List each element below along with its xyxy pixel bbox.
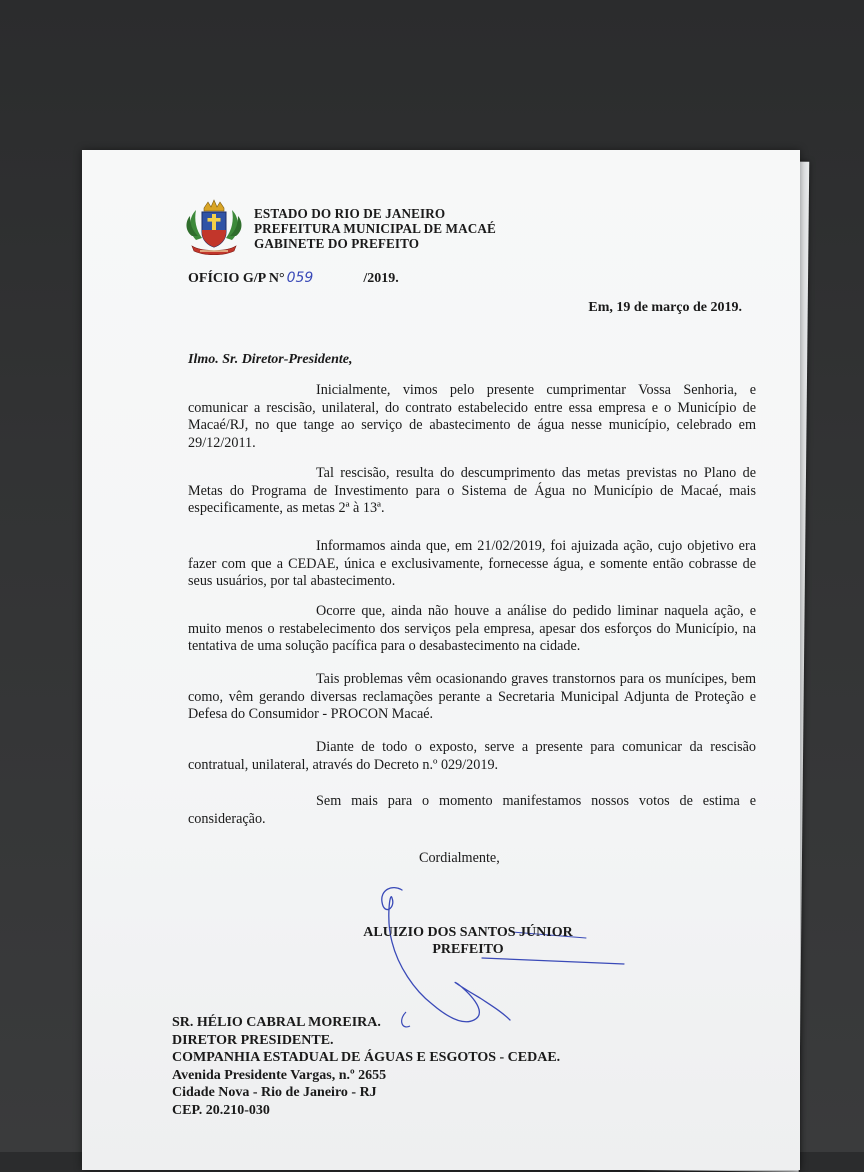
letterhead-prefecture: PREFEITURA MUNICIPAL DE MACAÉ	[254, 221, 496, 236]
paragraph-7: Sem mais para o momento manifestamos nossos votos de estima e consideração.	[188, 793, 756, 827]
signer-title: PREFEITO	[432, 942, 504, 957]
oficio-prefix: OFÍCIO G/P N°	[188, 271, 285, 286]
recipient-street: Avenida Presidente Vargas, n.º 2655	[172, 1067, 387, 1083]
paragraph-5: Tais problemas vêm ocasionando graves transtornos para os munícipes, bem como, vêm gerando diversas reclamações perante a Secretaria Municipal Adjunta de Proteção e Defesa do Consumidor - PROCON Macaé.	[188, 671, 756, 722]
recipient-city: Cidade Nova - Rio de Janeiro - RJ	[172, 1085, 377, 1100]
paragraph-2: Tal rescisão, resulta do descumprimento das metas previstas no Plano de Metas do Programa de Investimento para o Sistema de Água no Município de Macaé, mais especificamente, as metas 2ª à 13ª.	[188, 465, 756, 516]
coat-of-arms-icon	[182, 196, 246, 260]
salutation: Ilmo. Sr. Diretor-Presidente,	[188, 352, 353, 367]
letter-date: Em, 19 de março de 2019.	[588, 300, 742, 315]
letterhead-state: ESTADO DO RIO DE JANEIRO	[254, 206, 446, 221]
recipient-address	[172, 1014, 560, 1119]
letter-page	[82, 150, 800, 1170]
oficio-number-handwritten: 059	[286, 270, 314, 286]
oficio-year: /2019.	[363, 271, 399, 286]
paragraph-1: Inicialmente, vimos pelo presente cumprimentar Vossa Senhoria, e comunicar a rescisão, unilateral, do contrato estabelecido entre essa empresa e o Município de Macaé/RJ, no que tange ao serviço de abastecimento de água nesse município, celebrado em 29/12/2011.	[188, 382, 756, 451]
letterhead	[254, 206, 496, 251]
closing: Cordialmente,	[419, 850, 500, 866]
recipient-role: DIRETOR PRESIDENTE.	[172, 1032, 334, 1048]
signer-name: ALUIZIO DOS SANTOS JÚNIOR	[363, 925, 573, 940]
paragraph-3: Informamos ainda que, em 21/02/2019, foi ajuizada ação, cujo objetivo era fazer com que a CEDAE, única e exclusivamente, fornecesse água, e somente então cobrasse de seus usuários, por tal abastecimento.	[188, 538, 756, 589]
document-reference	[188, 270, 399, 287]
signer-block	[348, 924, 588, 958]
letterhead-office: GABINETE DO PREFEITO	[254, 236, 420, 251]
recipient-company: COMPANHIA ESTADUAL DE ÁGUAS E ESGOTOS - CEDAE.	[172, 1050, 561, 1065]
recipient-name: SR. HÉLIO CABRAL MOREIRA.	[172, 1015, 381, 1030]
paragraph-6: Diante de todo o exposto, serve a presente para comunicar da rescisão contratual, unilateral, através do Decreto n.º 029/2019.	[188, 739, 756, 773]
recipient-postal-code: CEP. 20.210-030	[172, 1102, 270, 1118]
paragraph-4: Ocorre que, ainda não houve a análise do pedido liminar naquela ação, e muito menos o restabelecimento dos serviços pela empresa, apesar dos esforços do Município, na tentativa de uma solução pacífica para o desabastecimento na cidade.	[188, 603, 756, 654]
